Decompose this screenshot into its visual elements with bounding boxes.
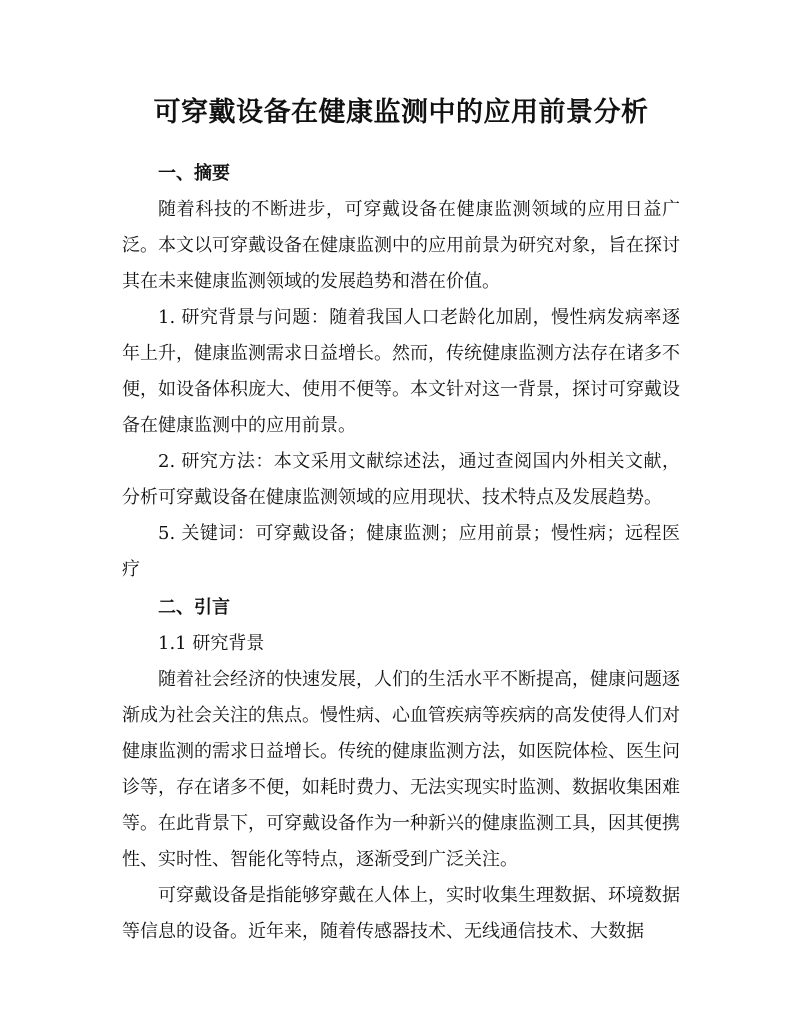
introduction-paragraph: 随着社会经济的快速发展，人们的生活水平不断提高，健康问题逐渐成为社会关注的焦点。慢性病、心血管疾病等疾病的高发使得人们对健康监测的需求日益增长。传统的健康监测方法，如医院体检、医生问诊等，存在诸多不便，如耗时费力、无法实现实时监测、数据收集困难等。在此背景下，可穿戴设备作为一种新兴的健康监测工具，因其便携性、实时性、智能化等特点，逐渐受到广泛关注。 [122, 669, 680, 870]
subsection-heading: 1.1 研究背景 [158, 633, 265, 654]
section-heading-introduction: 二、引言 [158, 597, 230, 618]
keywords-paragraph: 5. 关键词：可穿戴设备；健康监测；应用前景；慢性病；远程医疗 [122, 523, 680, 580]
document-title: 可穿戴设备在健康监测中的应用前景分析 [153, 97, 649, 128]
abstract-paragraph: 2. 研究方法：本文采用文献综述法，通过查阅国内外相关文献，分析可穿戴设备在健康监测领域的应用现状、技术特点及发展趋势。 [122, 451, 680, 508]
abstract-paragraph: 随着科技的不断进步，可穿戴设备在健康监测领域的应用日益广泛。本文以可穿戴设备在健康监测中的应用前景为研究对象，旨在探讨其在未来健康监测领域的发展趋势和潜在价值。 [122, 199, 680, 292]
section-heading-abstract: 一、摘要 [158, 163, 230, 184]
abstract-paragraph: 1. 研究背景与问题：随着我国人口老龄化加剧，慢性病发病率逐年上升，健康监测需求日益增长。然而，传统健康监测方法存在诸多不便，如设备体积庞大、使用不便等。本文针对这一背景，探讨可穿戴设备在健康监测中的应用前景。 [122, 307, 680, 436]
introduction-paragraph: 可穿戴设备是指能够穿戴在人体上，实时收集生理数据、环境数据等信息的设备。近年来，随着传感器技术、无线通信技术、大数据 [122, 885, 680, 942]
